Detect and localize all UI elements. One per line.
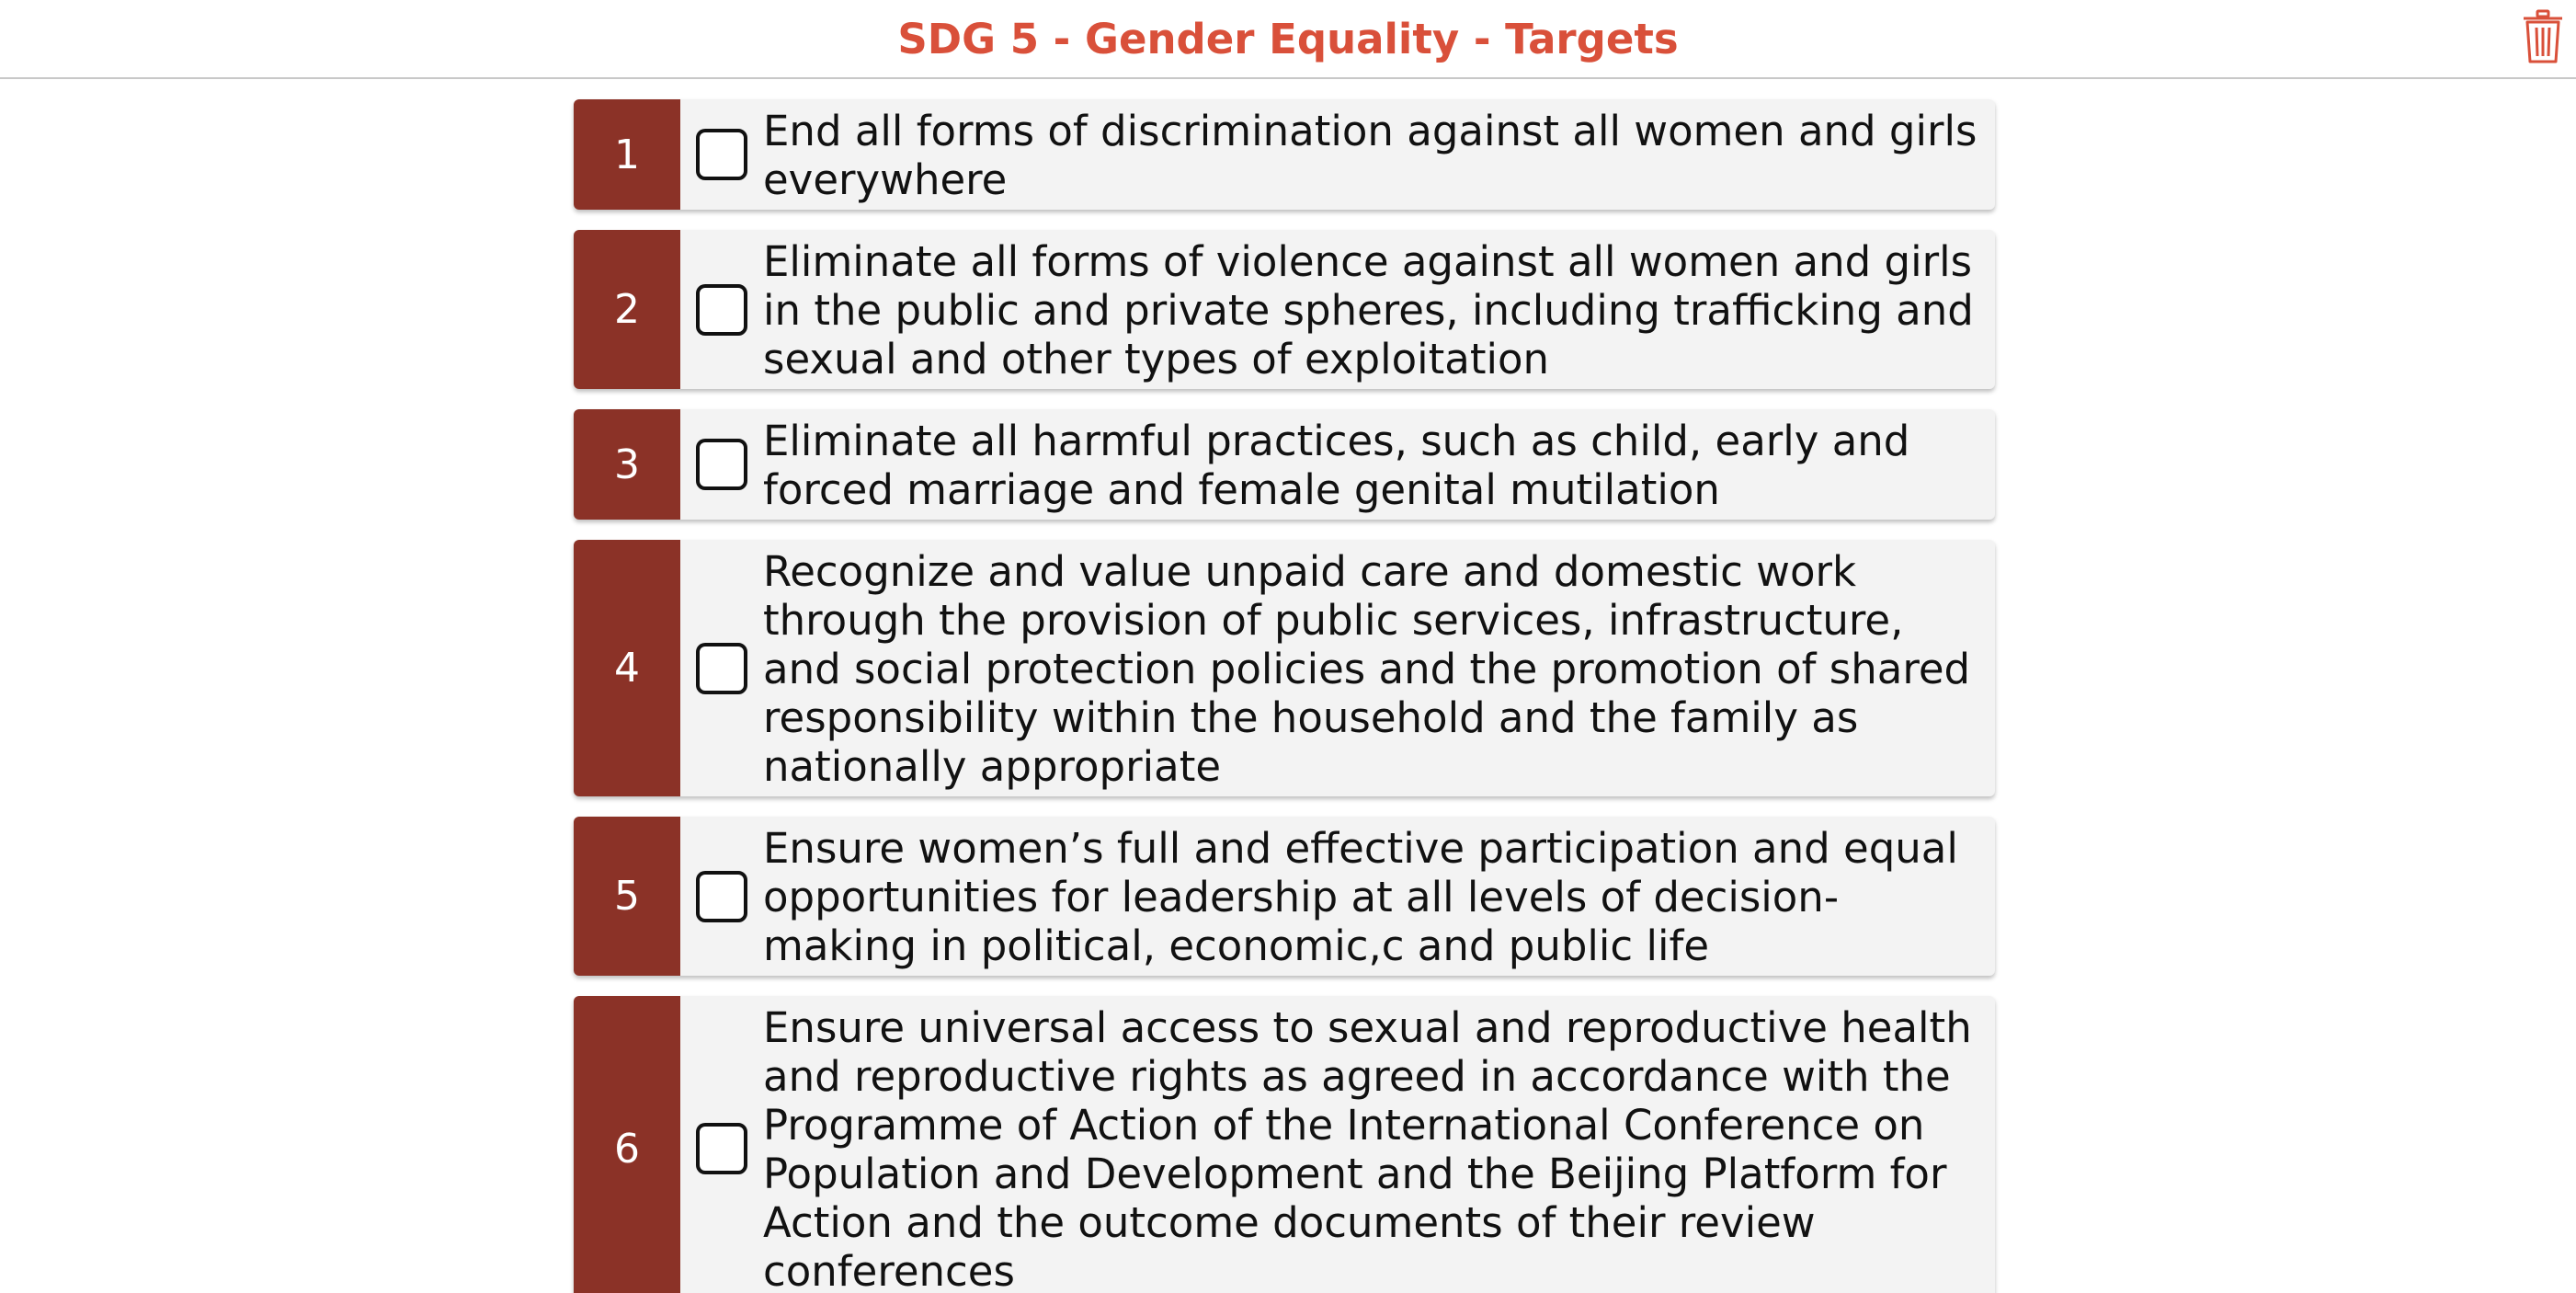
target-text: Recognize and value unpaid care and domestic work through the provision of public services, infrastructure, and social protection policies and the promotion of shared responsibility within the household and the family as nationally appropriate <box>763 547 1971 791</box>
target-item-3[interactable] <box>574 409 1995 520</box>
trash-icon[interactable] <box>2521 9 2565 64</box>
checkbox-cell <box>680 540 763 796</box>
target-number: 4 <box>574 540 680 796</box>
checkbox-cell <box>680 996 763 1293</box>
header-bar <box>0 0 2576 79</box>
checkbox-cell <box>680 230 763 389</box>
checkbox-cell <box>680 99 763 210</box>
page-title: SDG 5 - Gender Equality - Targets <box>897 15 1679 63</box>
target-text: End all forms of discrimination against all women and girls everywhere <box>763 107 1978 204</box>
target-checkbox[interactable] <box>696 643 747 694</box>
checkbox-cell <box>680 817 763 976</box>
target-checkbox[interactable] <box>696 284 747 336</box>
target-number: 6 <box>574 996 680 1293</box>
target-item-5[interactable] <box>574 817 1995 976</box>
target-item-4[interactable] <box>574 540 1995 796</box>
target-number: 3 <box>574 409 680 520</box>
target-number: 5 <box>574 817 680 976</box>
target-checkbox[interactable] <box>696 129 747 180</box>
target-text: Ensure women’s full and effective participation and equal opportunities for leadership at all levels of decision-making in political, economic,c and public life <box>763 824 1958 970</box>
checkbox-cell <box>680 409 763 520</box>
target-checkbox[interactable] <box>696 1123 747 1174</box>
target-text: Eliminate all forms of violence against all women and girls in the public and private spheres, including trafficking and sexual and other types of exploitation <box>763 237 1974 383</box>
target-item-2[interactable] <box>574 230 1995 389</box>
target-number: 2 <box>574 230 680 389</box>
target-text: Eliminate all harmful practices, such as child, early and forced marriage and female genital mutilation <box>763 417 1910 514</box>
target-text: Ensure universal access to sexual and reproductive health and reproductive rights as agreed in accordance with the Programme of Action of the International Conference on Population and Development and the Beijing Platform for Action and the outcome documents of their review conferences <box>763 1003 1972 1293</box>
target-item-6[interactable] <box>574 996 1995 1293</box>
target-checkbox[interactable] <box>696 439 747 490</box>
target-list <box>574 99 1995 1293</box>
target-checkbox[interactable] <box>696 871 747 922</box>
target-number: 1 <box>574 99 680 210</box>
target-item-1[interactable] <box>574 99 1995 210</box>
